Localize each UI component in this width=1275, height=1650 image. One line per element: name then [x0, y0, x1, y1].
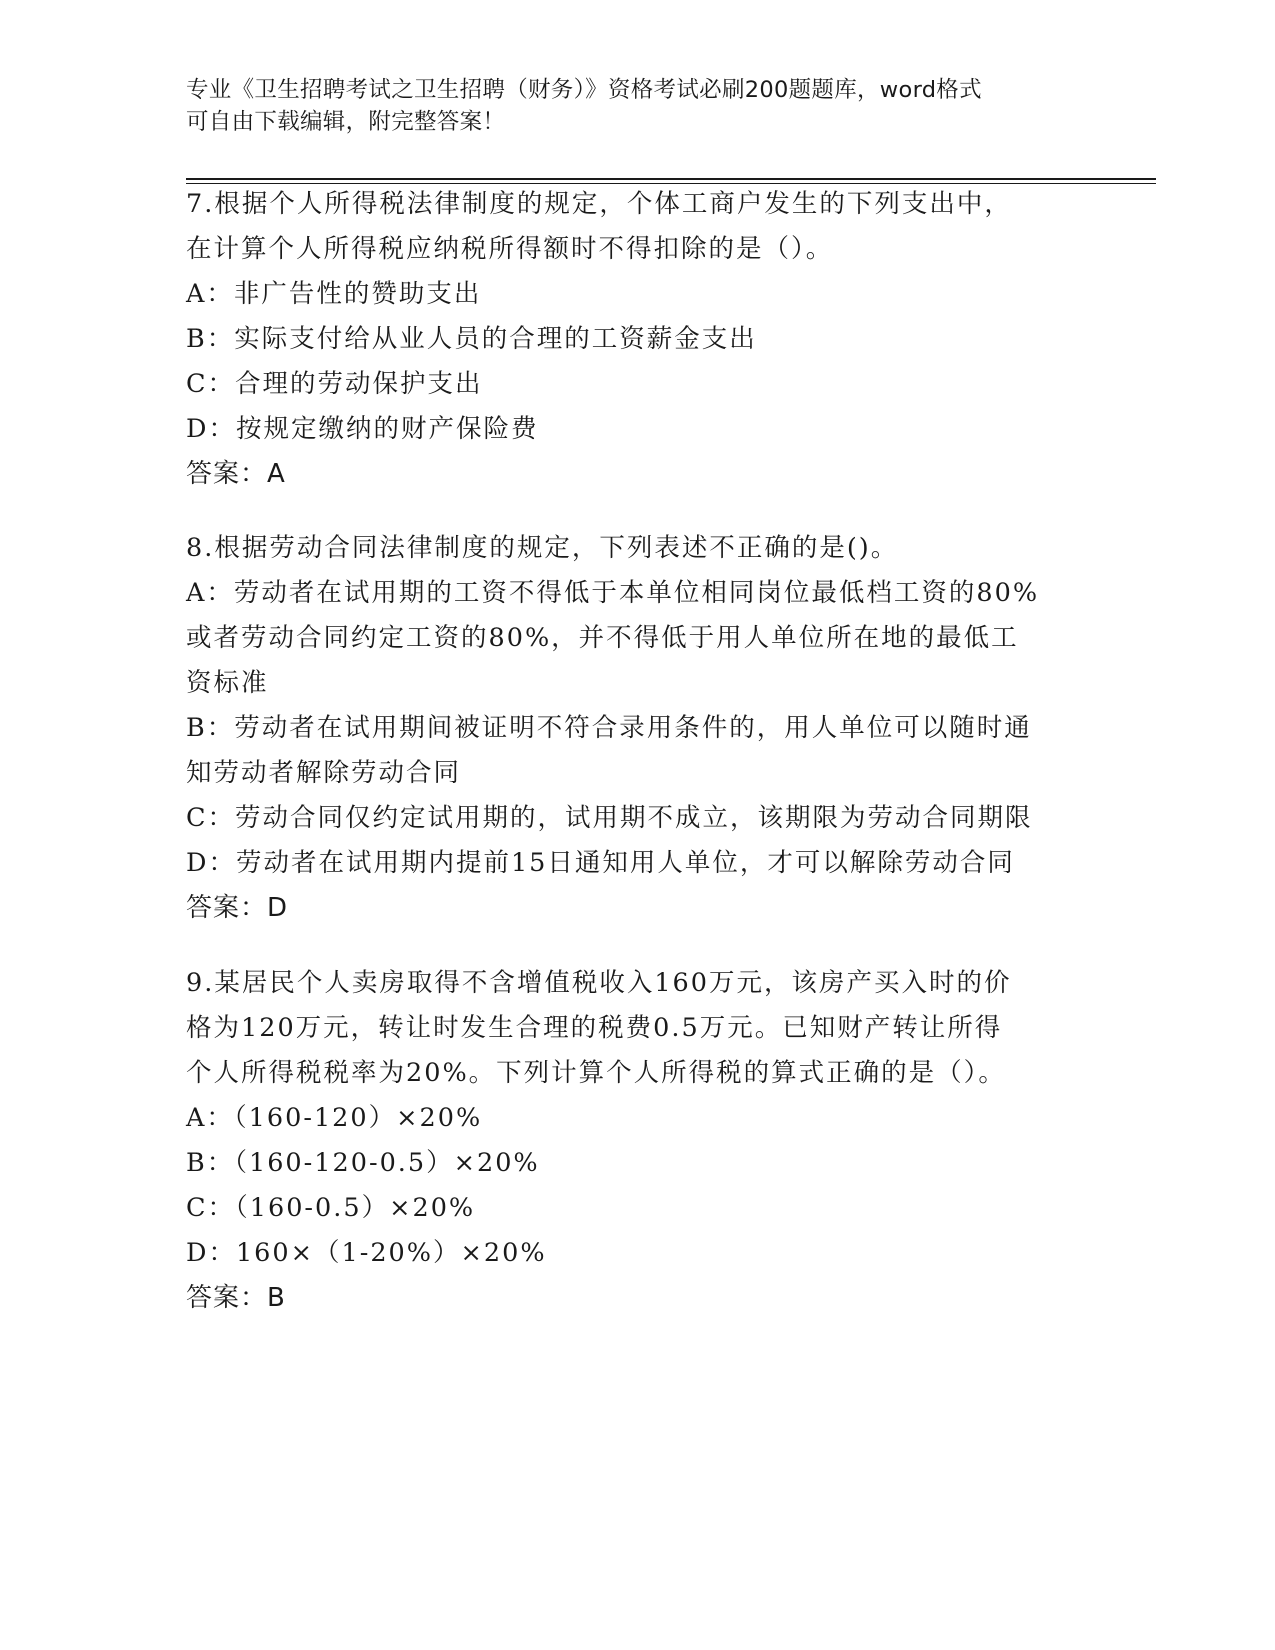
question-stem-line: 个人所得税税率为20%。下列计算个人所得税的算式正确的是（）。 — [186, 1058, 1006, 1088]
option-a: A：（160-120）×20% — [186, 1103, 483, 1133]
option-b-continued: 知劳动者解除劳动合同 — [186, 758, 462, 788]
question-8 — [186, 526, 1086, 931]
question-stem-line: 8.根据劳动合同法律制度的规定，下列表述不正确的是()。 — [186, 533, 899, 563]
header-divider-thick — [186, 178, 1156, 180]
document-header — [186, 74, 1066, 138]
question-stem-line: 9.某居民个人卖房取得不含增值税收入160万元，该房产买入时的价 — [186, 968, 1012, 998]
option-a: A：劳动者在试用期的工资不得低于本单位相同岗位最低档工资的80% — [186, 578, 1040, 608]
header-line-2: 可自由下载编辑，附完整答案！ — [186, 109, 506, 135]
question-stem-line: 7.根据个人所得税法律制度的规定，个体工商户发生的下列支出中， — [186, 189, 1012, 219]
option-a-continued: 资标准 — [186, 668, 269, 698]
answer-line: 答案：D — [186, 893, 289, 923]
question-7 — [186, 182, 1086, 497]
option-d: D：按规定缴纳的财产保险费 — [186, 414, 539, 444]
header-line-1: 专业《卫生招聘考试之卫生招聘（财务）》资格考试必刷200题题库，word格式 — [186, 77, 982, 103]
option-b: B：实际支付给从业人员的合理的工资薪金支出 — [186, 324, 757, 354]
answer-line: 答案：B — [186, 1283, 286, 1313]
option-a-continued: 或者劳动合同约定工资的80%，并不得低于用人单位所在地的最低工 — [186, 623, 1019, 653]
question-stem-line: 在计算个人所得税应纳税所得额时不得扣除的是（）。 — [186, 234, 834, 264]
option-c: C：合理的劳动保护支出 — [186, 369, 483, 399]
question-stem-line: 格为120万元，转让时发生合理的税费0.5万元。已知财产转让所得 — [186, 1013, 1003, 1043]
answer-line: 答案：A — [186, 459, 286, 489]
option-d: D：劳动者在试用期内提前15日通知用人单位，才可以解除劳动合同 — [186, 848, 1015, 878]
option-b: B：（160-120-0.5）×20% — [186, 1148, 540, 1178]
question-9 — [186, 961, 1086, 1321]
option-a: A：非广告性的赞助支出 — [186, 279, 482, 309]
option-c: C：劳动合同仅约定试用期的，试用期不成立，该期限为劳动合同期限 — [186, 803, 1033, 833]
option-d: D：160×（1-20%）×20% — [186, 1238, 547, 1268]
option-b: B：劳动者在试用期间被证明不符合录用条件的，用人单位可以随时通 — [186, 713, 1032, 743]
option-c: C：（160-0.5）×20% — [186, 1193, 476, 1223]
